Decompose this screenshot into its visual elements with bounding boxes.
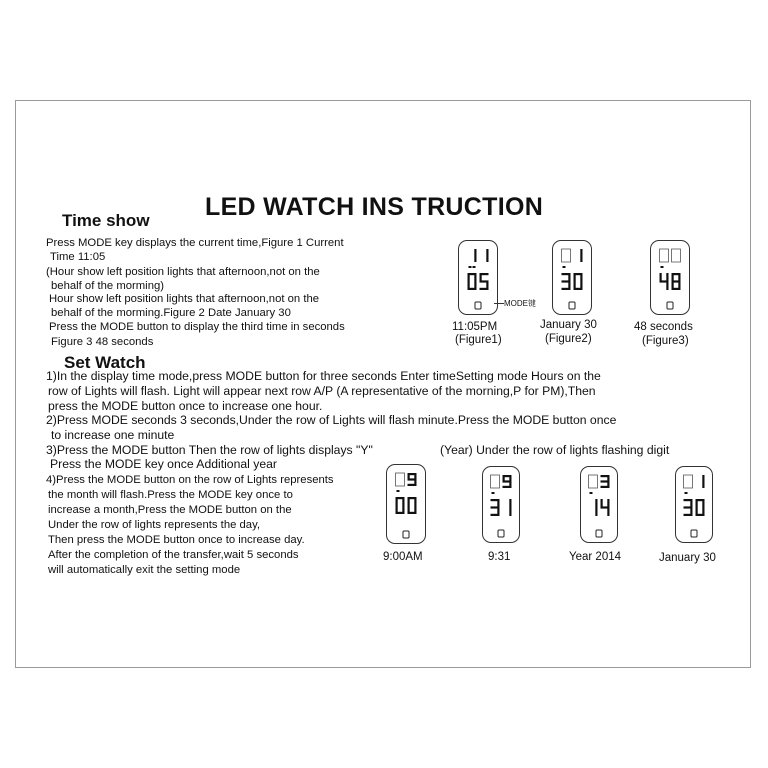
mode-button-icon [596,530,602,537]
figure-subcaption: (Figure2) [545,333,592,345]
led-digit-segment [468,273,470,282]
led-indicator [473,266,476,268]
led-digit-segment [580,249,582,256]
led-indicator [397,490,400,492]
time-show-line: Figure 3 48 seconds [51,336,154,348]
time-show-line: (Hour show left position lights that afternoon,not on the [46,266,320,278]
watch-figure-setting-minute [482,466,520,543]
mode-button-icon [403,531,409,538]
led-digit-segment [702,482,704,489]
led-digit-segment [568,273,570,282]
led-digit-segment [486,249,488,256]
led-digit-segment [672,282,674,291]
mode-button-icon [498,530,504,537]
mode-pointer-line [494,303,504,304]
led-digit-segment [696,508,698,517]
figure-subcaption: (Figure3) [642,335,689,347]
time-show-line: Hour show left position lights that afternoon,not on the [49,293,320,305]
set-watch-line: 2)Press MODE seconds 3 seconds,Under the row of Lights will flash minute.Press the MODE button once [46,413,617,427]
led-digit-segment [672,280,681,282]
set-watch-line: 1)In the display time mode,press MODE button for three seconds Enter timeSetting mode Hours on the [46,369,601,383]
led-digit-segment [480,273,482,282]
led-digit-segment [601,499,603,508]
led-digit-segment [468,282,470,291]
led-digit-segment [672,273,674,282]
led-indicator [661,266,664,268]
mode-button-icon [569,302,575,309]
watch-figure-setting-date [675,466,713,543]
led-placeholder [672,249,681,262]
set-watch-heading: Set Watch [64,353,146,372]
led-digit-segment [474,256,476,263]
page-title: LED WATCH INS TRUCTION [205,193,544,221]
mode-button-icon [691,530,697,537]
set-watch-line: press the MODE button once to increase one hour. [48,399,323,413]
set-watch-line: Then press the MODE button once to increase day. [48,534,305,546]
led-indicator [590,492,593,494]
led-digit-segment [408,506,410,515]
watch-figure-1 [458,240,498,315]
led-digit-segment [595,499,597,508]
led-digit-segment [702,499,704,508]
led-digit-segment [396,497,398,506]
watch-figure-setting-year [580,466,618,543]
led-digit-segment [684,514,693,516]
led-digit-segment [574,273,576,282]
led-digit-segment [696,499,698,508]
led-digit-segment [580,273,582,282]
led-digit-segment [396,506,398,515]
led-digit-segment [408,478,417,480]
led-digit-segment [562,288,571,290]
figure-caption: January 30 [540,319,597,331]
led-indicator [685,492,688,494]
led-digit-segment [474,249,476,256]
led-placeholder [589,475,598,488]
led-digit-segment [509,508,511,517]
figure-caption: Year 2014 [569,551,622,563]
set-watch-line: 3)Press the MODE button Then the row of lights displays "Y" [46,443,373,457]
led-placeholder [491,475,500,488]
figure-caption: 9:31 [488,551,511,563]
led-digit-segment [574,282,576,291]
mode-button-icon [667,302,673,309]
led-digit-segment [595,508,597,517]
set-watch-line: row of Lights will flash. Light will appear next row A/P (A representative of the morning,P for PM),Then [48,384,596,398]
led-digit-segment [601,486,610,488]
led-digit-segment [607,508,609,517]
led-digit-segment [486,256,488,263]
time-show-line: Press the MODE button to display the third time in seconds [49,321,345,333]
led-placeholder [684,475,693,488]
set-watch-line: increase a month,Press the MODE button on the [48,504,292,516]
set-watch-line: will automatically exit the setting mode [48,564,241,576]
led-digit-segment [666,282,668,291]
led-placeholder [562,249,571,262]
led-indicator [469,266,472,268]
set-watch-line: Under the row of lights represents the day, [48,519,261,531]
led-digit-segment [474,273,476,282]
led-digit-segment [402,497,404,506]
led-digit-segment [678,273,680,282]
led-indicator [492,492,495,494]
figure-subcaption: (Figure1) [455,334,502,346]
led-digit-segment [408,497,410,506]
watch-figure-3 [650,240,690,315]
set-watch-line: to increase one minute [51,428,175,442]
watch-figure-setting-hour [386,464,426,544]
figure-caption: 48 seconds [634,321,693,333]
mode-button-icon [475,302,481,309]
led-indicator [563,266,566,268]
led-digit-segment [503,480,512,482]
led-placeholder [396,473,405,486]
set-watch-line: Press the MODE key once Additional year [50,457,277,471]
led-digit-segment [503,486,512,488]
figure-caption: 11:05PM [452,321,498,333]
set-watch-line: After the completion of the transfer,wait 5 seconds [48,549,299,561]
set-watch-line: the month will flash.Press the MODE key once to [48,489,293,501]
led-digit-segment [509,499,511,508]
led-digit-segment [666,273,668,282]
led-digit-segment [607,499,609,508]
watch-figure-2 [552,240,592,315]
mode-label: MODE键 [504,299,536,308]
led-placeholder [660,249,669,262]
time-show-line: Time 11:05 [50,251,106,263]
figure-caption: 9:00AM [383,551,423,563]
led-digit-segment [660,273,662,282]
set-watch-line: (Year) Under the row of lights flashing digit [440,443,670,457]
time-show-line: behalf of the morming) [51,280,165,292]
led-digit-segment [480,288,489,290]
led-digit-segment [702,475,704,482]
led-digit-segment [580,256,582,263]
figure-caption: January 30 [659,552,716,564]
led-digit-segment [414,497,416,506]
set-watch-line: 4)Press the MODE button on the row of Lights represents [46,474,334,486]
led-digit-segment [690,499,692,508]
time-show-line: Press MODE key displays the current time,Figure 1 Current [46,237,344,249]
time-show-line: behalf of the morming.Figure 2 Date January 30 [51,307,291,319]
led-digit-segment [491,514,500,516]
time-show-heading: Time show [62,211,150,230]
led-digit-segment [497,499,499,508]
led-digit-segment [408,484,417,486]
